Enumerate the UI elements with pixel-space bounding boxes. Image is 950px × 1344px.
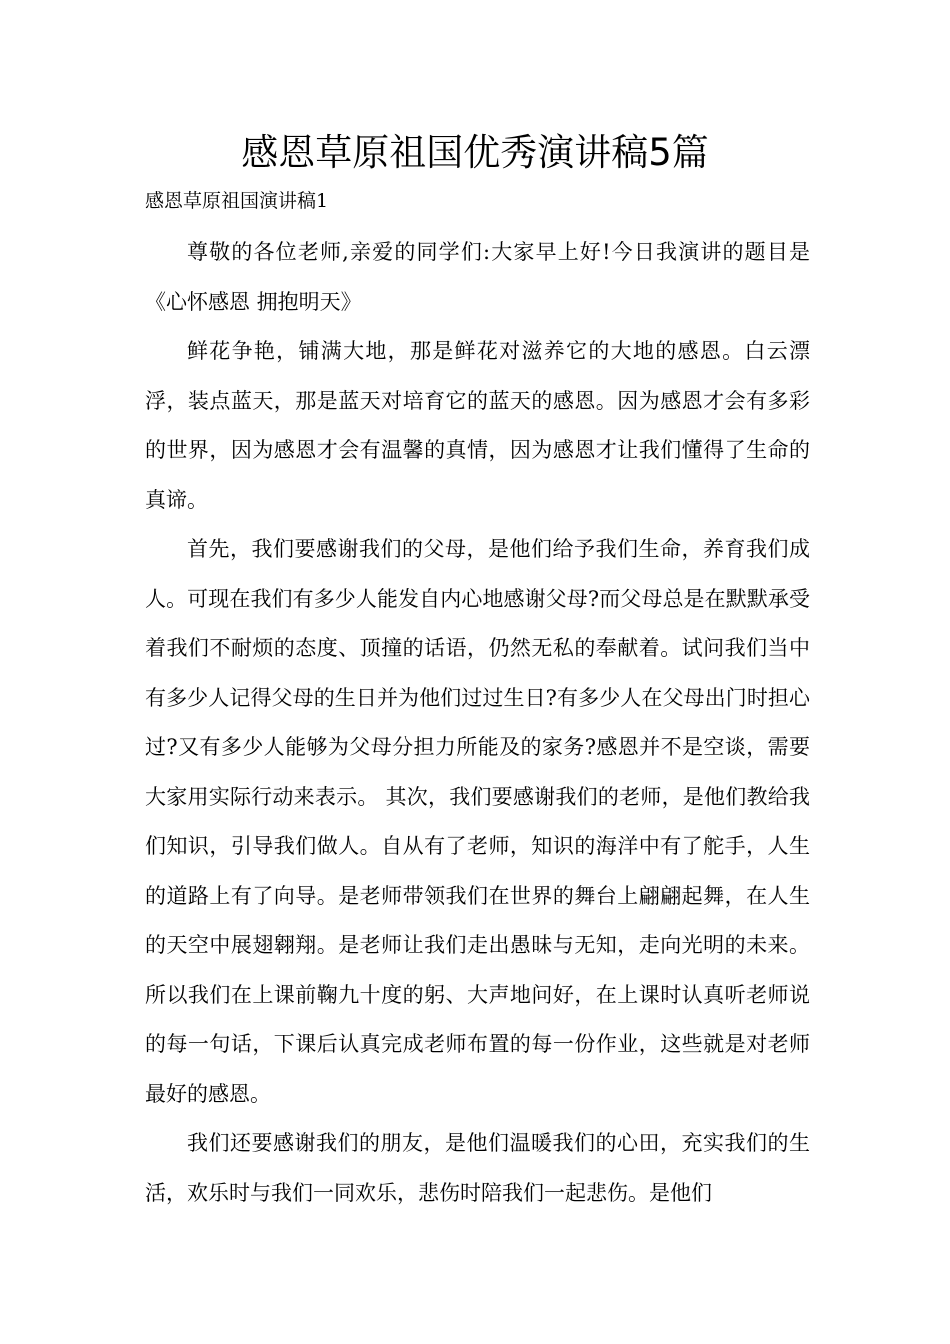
- paragraph-friends: 我们还要感谢我们的朋友，是他们温暖我们的心田，充实我们的生活，欢乐时与我们一同欢乐，悲伤时陪我们一起悲伤。是他们: [145, 1131, 810, 1205]
- paragraph-greeting: 尊敬的各位老师,亲爱的同学们:大家早上好!今日我演讲的题目是《心怀感恩 拥抱明天》: [145, 240, 810, 314]
- document-subtitle: 感恩草原祖国演讲稿1: [145, 190, 329, 212]
- document-body: [145, 228, 810, 1218]
- paragraph-parents-teachers: 首先，我们要感谢我们的父母，是他们给予我们生命，养育我们成人。可现在我们有多少人能发自内心地感谢父母?而父母总是在默默承受着我们不耐烦的态度、顶撞的话语，仍然无私的奉献着。试问我们当中有多少人记得父母的生日并为他们过过生日?有多少人在父母出门时担心过?又有多少人能够为父母分担力所能及的家务?感恩并不是空谈，需要大家用实际行动来表示。 其次，我们要感谢我们的老师，是他们教给我们知识，引导我们做人。自从有了老师，知识的海洋中有了舵手，人生的道路上有了向导。是老师带领我们在世界的舞台上翩翩起舞，在人生的天空中展翅翱翔。是老师让我们走出愚昧与无知，走向光明的未来。所以我们在上课前鞠九十度的躬、大声地问好，在上课时认真听老师说的每一句话，下课后认真完成老师布置的每一份作业，这些就是对老师最好的感恩。: [145, 537, 810, 1106]
- paragraph-flowers: 鲜花争艳，铺满大地，那是鲜花对滋养它的大地的感恩。白云漂浮，装点蓝天，那是蓝天对培育它的蓝天的感恩。因为感恩才会有多彩的世界，因为感恩才会有温馨的真情，因为感恩才让我们懂得了生命的真谛。: [145, 339, 810, 512]
- document-title: 感恩草原祖国优秀演讲稿5篇: [241, 131, 709, 174]
